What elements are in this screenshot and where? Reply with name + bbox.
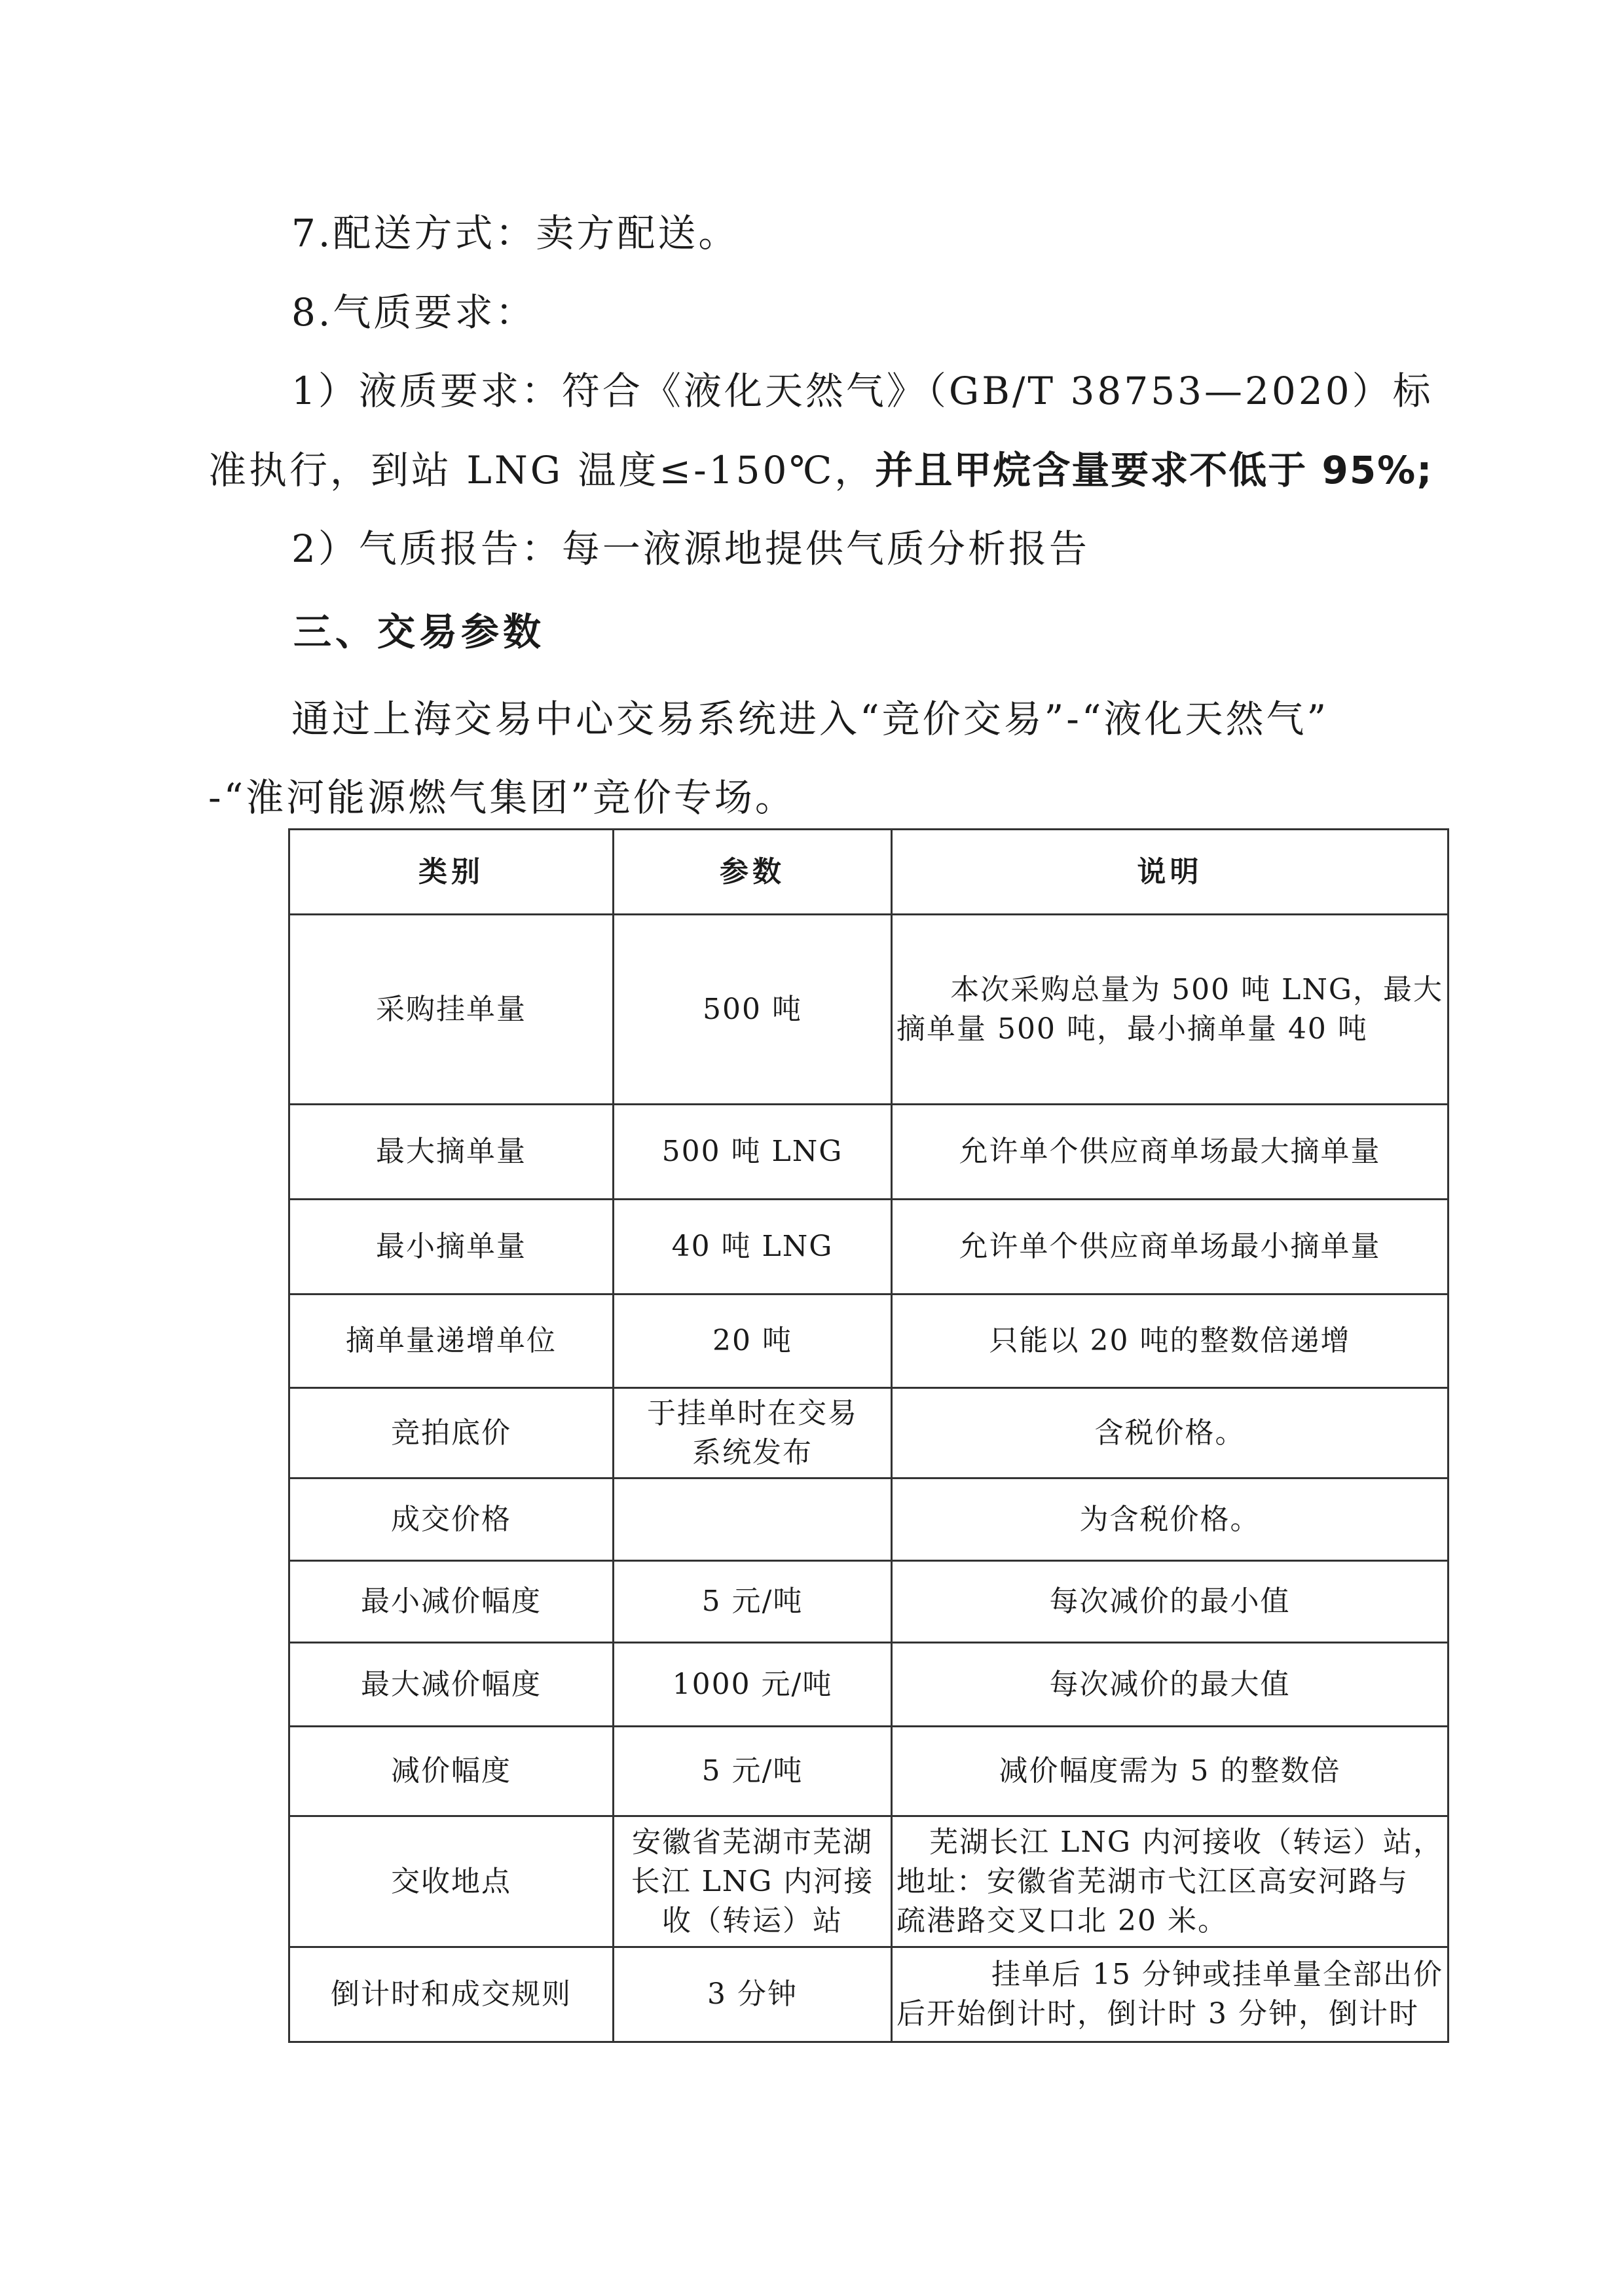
table-row xyxy=(289,1643,1449,1727)
desc-line: 减价幅度需为 5 的整数倍 xyxy=(999,1754,1341,1788)
cell-desc xyxy=(892,1816,1449,1947)
cell-category: 成交价格 xyxy=(289,1478,614,1561)
paragraph-liquid-line2 xyxy=(208,444,1433,496)
desc-line: 为含税价格。 xyxy=(1079,1502,1261,1536)
table-row xyxy=(289,1561,1449,1643)
cell-desc xyxy=(892,1294,1449,1388)
cell-desc xyxy=(892,1727,1449,1816)
cell-param: 于挂单时在交易系统发布 xyxy=(614,1388,892,1478)
cell-desc xyxy=(892,1388,1449,1478)
paragraph-quality-title: 8.气质要求： xyxy=(291,290,536,335)
table-header-row xyxy=(289,830,1449,915)
cell-desc xyxy=(892,915,1449,1105)
paragraph-report: 2）气质报告：每一液源地提供气质分析报告 xyxy=(291,526,1090,571)
desc-line: 疏港路交叉口北 20 米。 xyxy=(896,1903,1228,1937)
header-param: 参数 xyxy=(614,830,892,915)
desc-line: 每次减价的最小值 xyxy=(1049,1585,1291,1618)
cell-category: 最大摘单量 xyxy=(289,1105,614,1200)
table-row xyxy=(289,1105,1449,1200)
cell-category: 交收地点 xyxy=(289,1816,614,1947)
paragraph-delivery: 7.配送方式：卖方配送。 xyxy=(291,211,739,255)
desc-line: 每次减价的最大值 xyxy=(1049,1667,1291,1701)
desc-line: 含税价格。 xyxy=(1094,1416,1246,1450)
desc-line: 挂单后 15 分钟或挂单量全部出价 xyxy=(991,1958,1443,1991)
desc-line: 摘单量 500 吨，最小摘单量 40 吨 xyxy=(896,1012,1368,1046)
desc-line: 芜湖长江 LNG 内河接收（转运）站， xyxy=(929,1825,1443,1859)
desc-line: 允许单个供应商单场最大摘单量 xyxy=(959,1135,1381,1168)
desc-line: 后开始倒计时，倒计时 3 分钟，倒计时 xyxy=(896,1997,1419,2030)
section-heading: 三、交易参数 xyxy=(293,610,545,654)
cell-category: 最小减价幅度 xyxy=(289,1561,614,1643)
table-row xyxy=(289,1947,1449,2042)
cell-category: 减价幅度 xyxy=(289,1727,614,1816)
table-row xyxy=(289,915,1449,1105)
liquid-line2-normal: 准执行，到站 LNG 温度≤-150℃， xyxy=(208,448,876,492)
paragraph-liquid-line1: 1）液质要求：符合《液化天然气》（GB/T 38753—2020）标 xyxy=(291,369,1433,413)
table-row xyxy=(289,1388,1449,1478)
desc-line: 只能以 20 吨的整数倍递增 xyxy=(989,1324,1351,1357)
cell-desc xyxy=(892,1947,1449,2042)
paragraph-intro-line2: -“淮河能源燃气集团”竞价专场。 xyxy=(208,775,796,820)
header-desc: 说明 xyxy=(892,830,1449,915)
table-row xyxy=(289,1200,1449,1294)
cell-desc xyxy=(892,1478,1449,1561)
cell-category: 采购挂单量 xyxy=(289,915,614,1105)
cell-category: 摘单量递增单位 xyxy=(289,1294,614,1388)
paragraph-intro-line1: 通过上海交易中心交易系统进入“竞价交易”-“液化天然气” xyxy=(291,697,1329,741)
desc-line: 允许单个供应商单场最小摘单量 xyxy=(959,1230,1381,1263)
cell-param: 500 吨 LNG xyxy=(614,1105,892,1200)
table-row xyxy=(289,1727,1449,1816)
cell-category: 最大减价幅度 xyxy=(289,1643,614,1727)
cell-param: 5 元/吨 xyxy=(614,1727,892,1816)
cell-param: 500 吨 xyxy=(614,915,892,1105)
cell-category: 竞拍底价 xyxy=(289,1388,614,1478)
liquid-line2-bold: 并且甲烷含量要求不低于 95%; xyxy=(875,448,1433,492)
params-table xyxy=(288,828,1449,2043)
cell-category: 最小摘单量 xyxy=(289,1200,614,1294)
table-row xyxy=(289,1294,1449,1388)
cell-desc xyxy=(892,1105,1449,1200)
cell-desc xyxy=(892,1200,1449,1294)
cell-param: 40 吨 LNG xyxy=(614,1200,892,1294)
cell-param: 20 吨 xyxy=(614,1294,892,1388)
table-row xyxy=(289,1478,1449,1561)
desc-line: 本次采购总量为 500 吨 LNG，最大 xyxy=(950,972,1443,1006)
header-category: 类别 xyxy=(289,830,614,915)
cell-desc xyxy=(892,1561,1449,1643)
table-row xyxy=(289,1816,1449,1947)
cell-category: 倒计时和成交规则 xyxy=(289,1947,614,2042)
cell-param: 安徽省芜湖市芜湖长江 LNG 内河接收（转运）站 xyxy=(614,1816,892,1947)
cell-param: 3 分钟 xyxy=(614,1947,892,2042)
desc-line: 地址：安徽省芜湖市弋江区高安河路与 xyxy=(896,1864,1409,1898)
cell-param: 1000 元/吨 xyxy=(614,1643,892,1727)
cell-param xyxy=(614,1478,892,1561)
cell-desc xyxy=(892,1643,1449,1727)
cell-param: 5 元/吨 xyxy=(614,1561,892,1643)
